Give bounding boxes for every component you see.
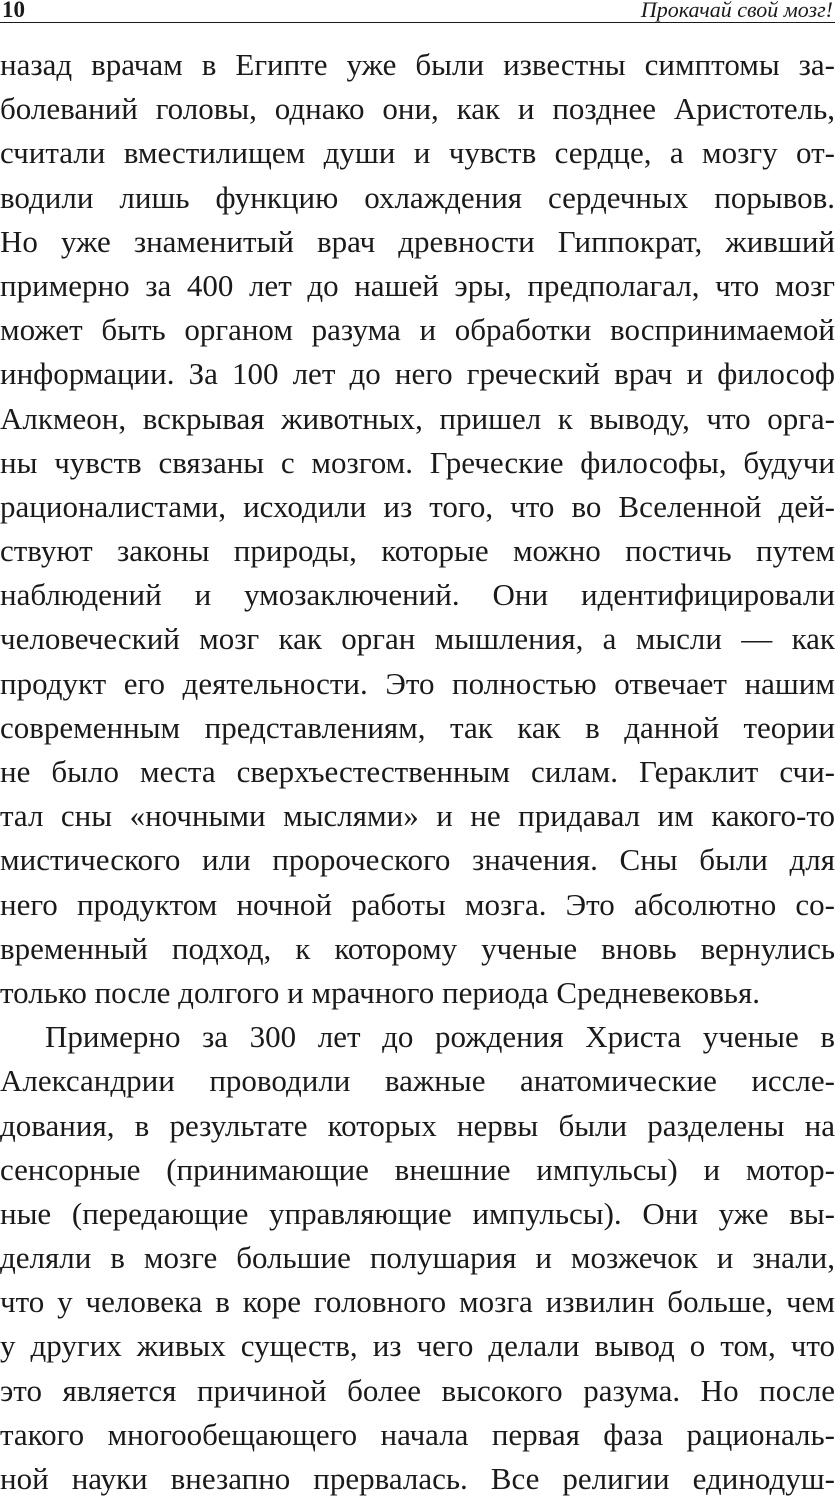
text-line: это является причиной более высокого разума. Но после xyxy=(0,1372,835,1408)
text-line: водили лишь функцию охлаждения сердечных порывов. xyxy=(0,179,835,215)
page-number: 10 xyxy=(2,0,25,22)
text-line: такого многообещающего начала первая фаза рациональ- xyxy=(0,1416,835,1452)
text-line: болеваний головы, однако они, как и позднее Аристотель, xyxy=(0,91,835,127)
text-line: продукт его деятельности. Это полностью отвечает нашим xyxy=(0,665,835,701)
running-title: Прокачай свой мозг! xyxy=(640,0,833,22)
text-line: ны чувств связаны с мозгом. Греческие философы, будучи xyxy=(0,444,835,480)
text-line: Алкмеон, вскрывая животных, пришел к выводу, что орга- xyxy=(0,400,835,436)
text-line: примерно за 400 лет до нашей эры, предполагал, что мозг xyxy=(0,267,835,303)
text-line: может быть органом разума и обработки воспринимаемой xyxy=(0,312,835,348)
text-line: сенсорные (принимающие внешние импульсы) и мотор- xyxy=(0,1151,835,1187)
text-line: него продуктом ночной работы мозга. Это абсолютно со- xyxy=(0,886,835,922)
text-line: Примерно за 300 лет до рождения Христа ученые в xyxy=(45,1019,835,1055)
text-line: у других живых существ, из чего делали вывод о том, что xyxy=(0,1328,835,1364)
text-line: не было места сверхъестественным силам. Гераклит счи- xyxy=(0,754,835,789)
text-line: назад врачам в Египте уже были известны симптомы за- xyxy=(0,47,835,82)
text-line: информации. За 100 лет до него греческий врач и философ xyxy=(0,356,835,392)
text-line: ствуют законы природы, которые можно постичь путем xyxy=(0,533,835,569)
text-line: временный подход, к которому ученые вновь вернулись xyxy=(0,930,835,966)
text-line: ной науки внезапно прервалась. Все религии единодуш- xyxy=(0,1461,835,1496)
text-line: современным представлениям, так как в данной теории xyxy=(0,709,835,745)
body-text xyxy=(0,43,835,1501)
paragraph-1 xyxy=(0,43,835,1015)
text-line: рационалистами, исходили из того, что во Вселенной дей- xyxy=(0,488,835,524)
text-line: тал сны «ночными мыслями» и не придавал им какого-то xyxy=(0,798,835,834)
text-line: считали вместилищем души и чувств сердце, а мозгу от- xyxy=(0,135,835,171)
text-line: мистического или пророческого значения. Сны были для xyxy=(0,842,835,878)
paragraph-2 xyxy=(0,1015,835,1501)
text-line: только после долгого и мрачного периода Средневековья. xyxy=(0,974,760,1010)
text-line: деляли в мозге большие полушария и мозжечок и знали, xyxy=(0,1240,835,1276)
text-line: дования, в результате которых нервы были разделены на xyxy=(0,1107,835,1143)
text-line: Но уже знаменитый врач древности Гиппократ, живший xyxy=(0,223,835,259)
text-line: наблюдений и умозаключений. Они идентифицировали xyxy=(0,577,835,613)
text-line: ные (передающие управляющие импульсы). Они уже вы- xyxy=(0,1195,835,1231)
text-line: человеческий мозг как орган мышления, а мысли — как xyxy=(0,621,835,657)
text-line: что у человека в коре головного мозга извилин больше, чем xyxy=(0,1284,835,1320)
page-header xyxy=(0,0,835,23)
text-line: Александрии проводили важные анатомические иссле- xyxy=(0,1063,835,1099)
